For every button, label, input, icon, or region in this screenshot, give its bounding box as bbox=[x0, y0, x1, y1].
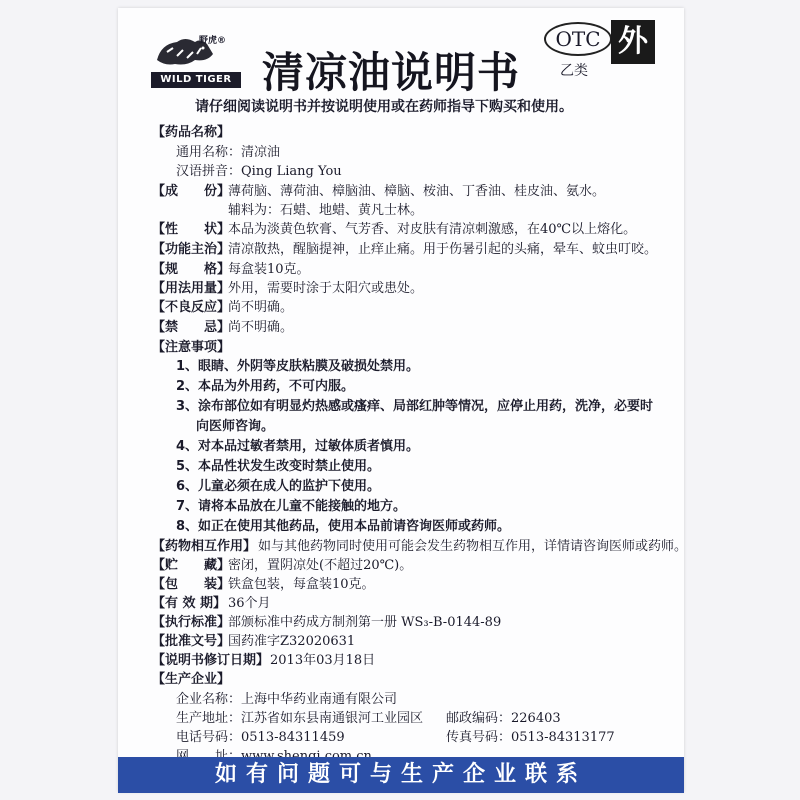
otc-badge: OTC bbox=[544, 22, 612, 56]
interaction-label: 【药物相互作用】 bbox=[152, 539, 257, 554]
validity-text: 36个月 bbox=[228, 596, 271, 611]
precaution-item: 1、眼睛、外阴等皮肤粘膜及破损处禁用。 bbox=[176, 359, 420, 374]
package-text: 铁盒包装，每盒装10克。 bbox=[228, 577, 375, 592]
precaution-item: 4、对本品过敏者禁用，过敏体质者慎用。 bbox=[176, 439, 420, 454]
properties-label: 【性 状】 bbox=[152, 222, 231, 237]
validity-label: 【有 效 期】 bbox=[152, 596, 227, 611]
precaution-item: 5、本品性状发生改变时禁止使用。 bbox=[176, 459, 381, 474]
excipients-text: 辅料为：石蜡、地蜡、黄凡士林。 bbox=[228, 203, 424, 218]
package-label: 【包 装】 bbox=[152, 577, 231, 592]
otc-class-label: 乙类 bbox=[560, 63, 588, 79]
standard-label: 【执行标准】 bbox=[152, 615, 231, 630]
logo-brand-en: WILD TIGER bbox=[151, 72, 241, 88]
precaution-item: 2、本品为外用药，不可内服。 bbox=[176, 379, 355, 394]
precaution-item: 7、请将本品放在儿童不能接触的地方。 bbox=[176, 499, 407, 514]
external-use-mark: 外 bbox=[611, 20, 655, 64]
approval-text: 国药准字Z32020631 bbox=[228, 634, 356, 649]
company-name: 企业名称：上海中华药业南通有限公司 bbox=[176, 692, 398, 707]
ingredients-label: 【成 份】 bbox=[152, 184, 231, 199]
precaution-item: 6、儿童必须在成人的监护下使用。 bbox=[176, 479, 381, 494]
precautions-label: 【注意事项】 bbox=[152, 340, 231, 355]
contact-banner: 如有问题可与生产企业联系 bbox=[118, 757, 684, 793]
logo-brand-cn: 野虎® bbox=[199, 36, 227, 46]
company-postcode: 邮政编码：226403 bbox=[446, 711, 561, 726]
storage-text: 密闭，置阴凉处(不超过20℃)。 bbox=[228, 558, 413, 573]
generic-name: 通用名称：清凉油 bbox=[176, 145, 281, 160]
adverse-text: 尚不明确。 bbox=[228, 300, 294, 315]
contraindications-label: 【禁 忌】 bbox=[152, 320, 231, 335]
indications-label: 【功能主治】 bbox=[152, 242, 231, 257]
usage-text: 外用，需要时涂于太阳穴或患处。 bbox=[228, 281, 424, 296]
ingredients-text: 薄荷脑、薄荷油、樟脑油、樟脑、桉油、丁香油、桂皮油、氨水。 bbox=[228, 184, 606, 199]
manufacturer-label: 【生产企业】 bbox=[152, 672, 231, 687]
drug-name-label: 【药品名称】 bbox=[152, 125, 231, 140]
company-phone: 电话号码：0513-84311459 bbox=[176, 730, 345, 745]
spec-text: 每盒装10克。 bbox=[228, 262, 310, 277]
precaution-item: 3、涂布部位如有明显灼热感或瘙痒、局部红肿等情况，应停止用药，洗净，必要时 bbox=[176, 399, 654, 414]
properties-text: 本品为淡黄色软膏、气芳香、对皮肤有清凉刺激感，在40℃以上熔化。 bbox=[228, 222, 637, 237]
company-fax: 传真号码：0513-84313177 bbox=[446, 730, 615, 745]
wild-tiger-logo bbox=[151, 30, 241, 88]
page-title: 清凉油说明书 bbox=[262, 48, 521, 97]
storage-label: 【贮 藏】 bbox=[152, 558, 231, 573]
company-address: 生产地址：江苏省如东县南通银河工业园区 bbox=[176, 711, 424, 726]
usage-label: 【用法用量】 bbox=[152, 281, 231, 296]
pinyin-name: 汉语拼音：Qing Liang You bbox=[176, 164, 342, 179]
contraindications-text: 尚不明确。 bbox=[228, 320, 294, 335]
standard-text: 部颁标准中药成方制剂第一册 WS₃-B-0144-89 bbox=[228, 615, 502, 630]
interaction-text: 如与其他药物同时使用可能会发生药物相互作用，详情请咨询医师或药师。 bbox=[258, 539, 688, 554]
spec-label: 【规 格】 bbox=[152, 262, 231, 277]
precaution-item: 8、如正在使用其他药品，使用本品前请咨询医师或药师。 bbox=[176, 519, 511, 534]
usage-notice: 请仔细阅读说明书并按说明使用或在药师指导下购买和使用。 bbox=[195, 99, 573, 115]
adverse-label: 【不良反应】 bbox=[152, 300, 231, 315]
tiger-icon bbox=[151, 30, 241, 70]
revision-text: 2013年03月18日 bbox=[270, 653, 376, 668]
indications-text: 清凉散热，醒脑提神，止痒止痛。用于伤暑引起的头痛，晕车、蚊虫叮咬。 bbox=[228, 242, 658, 257]
approval-label: 【批准文号】 bbox=[152, 634, 231, 649]
revision-label: 【说明书修订日期】 bbox=[152, 653, 270, 668]
precaution-item-continued: 向医师咨询。 bbox=[196, 419, 275, 434]
